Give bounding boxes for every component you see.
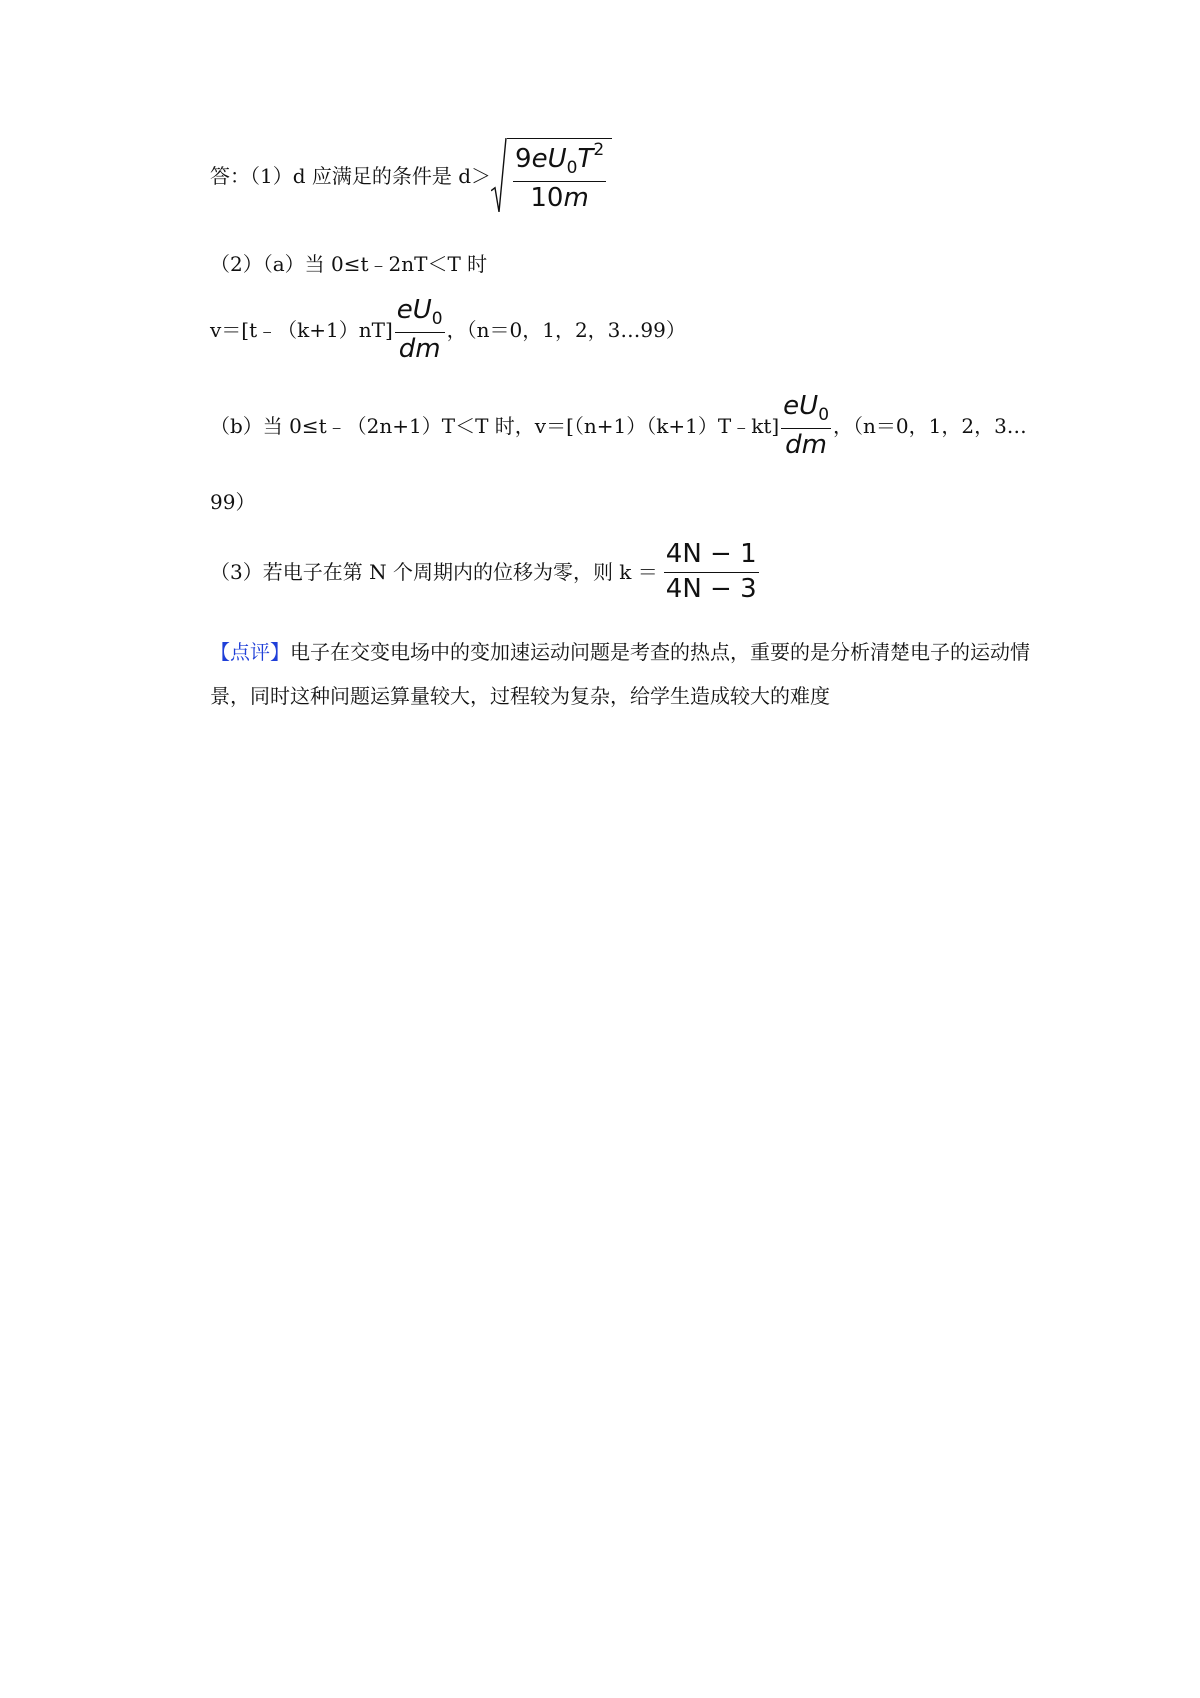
answer-part2a-prefix: v＝[t﹣（k+1）nT] [210, 318, 393, 343]
eu0-dm-fraction [781, 392, 831, 460]
answer-part1 [210, 138, 612, 213]
fraction-numerator: 4N − 1 [665, 539, 757, 569]
sqrt-denominator: 10m [530, 182, 589, 213]
answer-part1-text: 答：（1）d 应满足的条件是 d＞ [210, 163, 492, 188]
fraction-denominator: 4N − 3 [665, 573, 757, 604]
fraction-denominator: dm [398, 333, 441, 364]
answer-part2b-formula [210, 392, 1027, 460]
fraction-bar [395, 332, 445, 333]
sqrt-expression [491, 138, 612, 213]
fraction-denominator: dm [785, 429, 828, 460]
answer-part2b-continuation [210, 492, 255, 512]
answer-part3-prefix: （3）若电子在第 N 个周期内的位移为零，则 k ＝ [210, 560, 658, 585]
sqrt-numerator: $9eU_0T^2$ [515, 140, 605, 178]
answer-part2a-heading [210, 254, 487, 274]
answer-part2a-heading-text: （2）（a）当 0≤t﹣2nT＜T 时 [210, 252, 488, 276]
answer-part2b-prefix: （b）当 0≤t﹣（2n+1）T＜T 时，v＝[（n+1）（k+1）T﹣kt] [210, 414, 780, 439]
fraction-numerator: $eU_0$ [396, 295, 443, 329]
answer-part2a-suffix: ，（n＝0，1，2，3…99） [446, 318, 686, 343]
eu0-dm-fraction [395, 296, 445, 364]
fraction-bar [664, 572, 759, 573]
comment-paragraph [210, 630, 1030, 718]
comment-text: 电子在交变电场中的变加速运动问题是考查的热点，重要的是分析清楚电子的运动情景，同时这种问题运算量较大，过程较为复杂，给学生造成较大的难度 [210, 640, 1030, 708]
sqrt-fraction [513, 141, 606, 213]
answer-part2b-continuation-text: 99） [210, 490, 256, 514]
answer-part2b-suffix: ，（n＝0，1，2，3… [833, 414, 1027, 439]
k-fraction [664, 540, 759, 605]
comment-tag: 【点评】 [210, 640, 290, 664]
answer-part3 [210, 540, 761, 605]
fraction-bar [781, 428, 831, 429]
sqrt-radicand [507, 138, 612, 213]
fraction-bar [513, 181, 606, 182]
radical-sign [491, 138, 507, 213]
fraction-numerator: $eU_0$ [783, 391, 830, 425]
answer-part2a-formula [210, 296, 686, 364]
